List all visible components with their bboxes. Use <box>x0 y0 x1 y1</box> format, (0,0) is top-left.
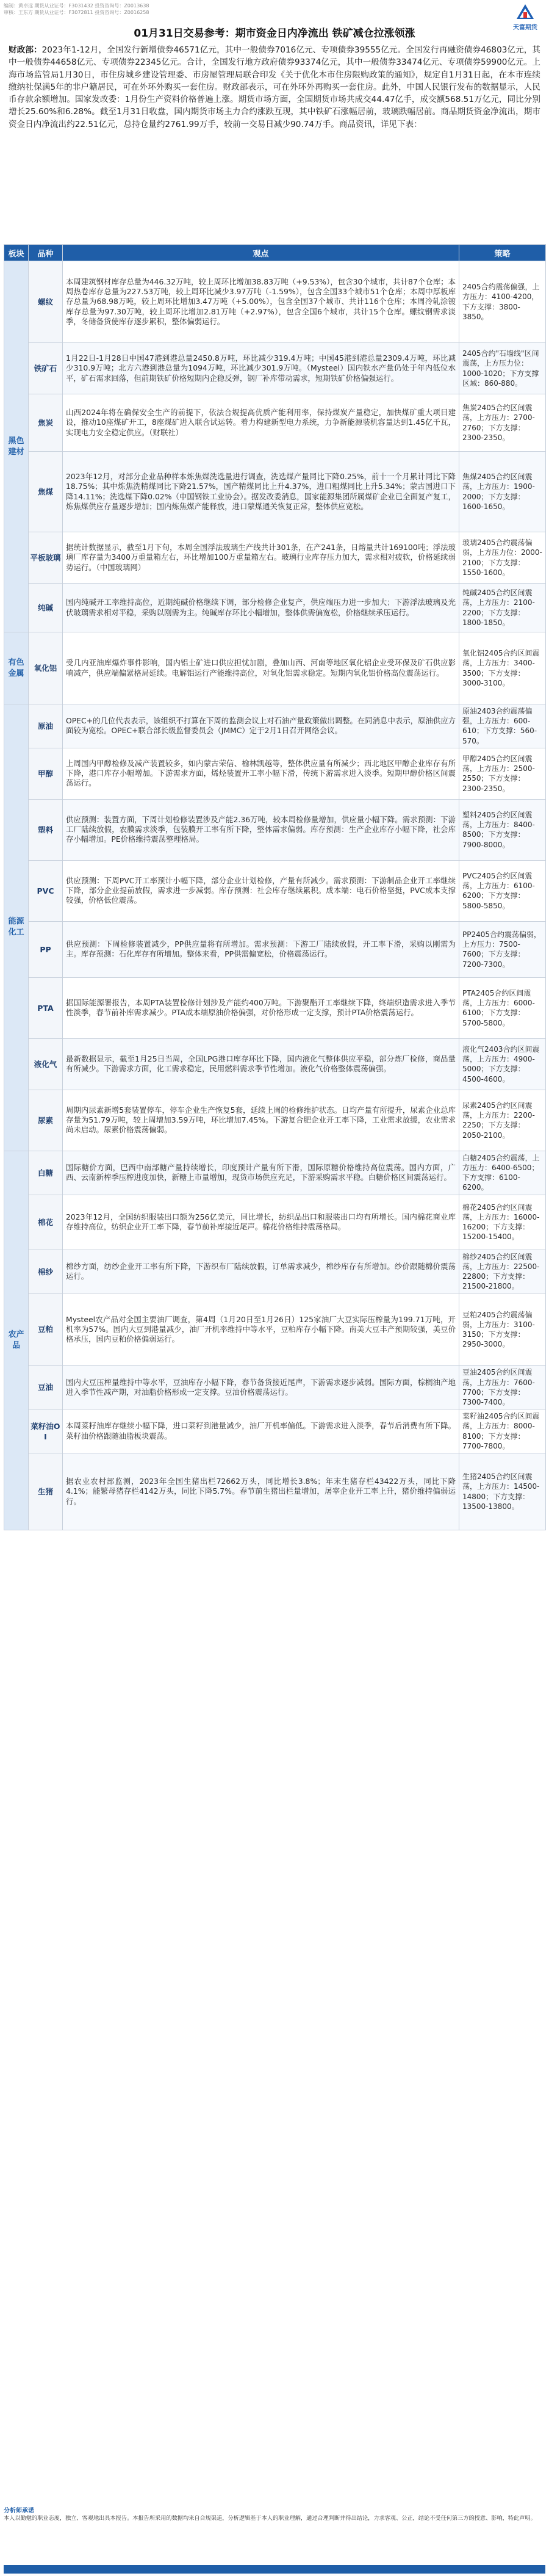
variety-cell: 豆粕 <box>29 1293 63 1366</box>
variety-cell: PTA <box>29 977 63 1038</box>
table-row <box>4 1090 546 1151</box>
strategy-cell: 焦炭2405合约区间震荡，上方压力：2700-2760；下方支撑：2300-2350。 <box>459 394 546 452</box>
table-row <box>4 921 546 977</box>
analyst-heading: 分析师承诺 <box>4 2508 34 2514</box>
table-row <box>4 1195 546 1250</box>
strategy-cell: 焦煤2405合约区间震荡，上方压力：1900-2000；下方支撑：1600-1650。 <box>459 452 546 532</box>
strategy-cell: 液化气2403合约区间震荡，上方压力：4900-5000；下方支撑：4500-4600。 <box>459 1038 546 1090</box>
strategy-cell: 棉花2405合约区间震荡，上方压力：16000-16200；下方支撑：15200-15400。 <box>459 1195 546 1250</box>
view-cell: Mysteel农产品对全国主要油厂调查，第4周（1月20日至1月26日）125家油厂大豆实际压榨量为199.71万吨，开机率为57%。国内大豆到港量减少，油厂开机率维持中等水平，豆粕库存小幅下降。南美大豆丰产预期较强，美豆价格承压，国内豆粕价格偏弱运行。 <box>63 1293 459 1366</box>
table-row <box>4 860 546 921</box>
variety-cell: 焦煤 <box>29 452 63 532</box>
variety-cell: 棉花 <box>29 1195 63 1250</box>
view-cell: 2023年12月，全国纺织服装出口额为256亿美元，同比增长，纺织品出口和服装出口均有所增长。国内棉花商业库存维持高位，纺织企业开工率下降，春节前补库接近尾声。棉花价格维持震荡格局。 <box>63 1195 459 1250</box>
report-meta <box>4 2 345 16</box>
intro-text: 2023年1-12月，全国发行新增债券46571亿元，其中一般债券7016亿元、专项债券39555亿元。全国发行再融资债券46803亿元，其中一般债券44658亿元、专项债券22345亿元。合计，全国发行地方政府债券93374亿元，其中一般债券33474亿元、专项债券59900亿元。上海市场监管局1月30日，市住房城乡建设管理委、市房屋管理局联合印发《关于优化本市住房限购政策的通知》，规定自1月31日起，在本市连续缴纳社保满5年的非户籍居民，可在外环外购买一套住房。财政部表示，可在外环外再购买一套住房。此外，中国人民银行发布的数据显示，人民币存款余额增加。国家发改委：1月份生产资料价格普遍上涨。期货市场方面，全国期货市场共成交44.47亿手，成交额568.51万亿元，同比分别增长25.60%和6.28%。截至1月31日收盘，国内期货市场主力合约涨跌互现，其中铁矿石涨幅居前，玻璃跌幅居前。商品期货资金净流出，期市资金日内净流出约22.51亿元，总持仓量约2761.99万手，较前一交易日减少90.74万手。商品资讯，详见下表： <box>9 45 540 129</box>
view-cell: 据国际能源署报告，本周PTA装置检修计划涉及产能约400万吨。下游聚酯开工率继续下降，终端织造需求进入季节性淡季，春节前补库需求减少。PTA成本端原油价格偏强，对价格形成一定支撑，预计PTA价格震荡运行。 <box>63 977 459 1038</box>
strategy-cell: 生猪2405合约区间震荡，上方压力：14500-14800；下方支撑：13500-13800。 <box>459 1453 546 1530</box>
intro-lead: 财政部： <box>9 45 42 55</box>
intro-paragraph <box>9 44 540 131</box>
table-row <box>4 1038 546 1090</box>
strategy-cell: 纯碱2405合约区间震荡，上方压力：2100-2200；下方支撑：1800-1850。 <box>459 584 546 632</box>
brand-mark-icon <box>516 4 534 20</box>
strategy-cell: 白糖2405合约震荡，上方压力：6400-6500；下方支撑：6100-6200。 <box>459 1151 546 1195</box>
view-cell: 1月22日-1月28日中国47港到港总量2450.8万吨，环比减少319.4万吨；中国45港到港总量2309.4万吨，环比减少310.9万吨；北方六港到港总量为1094万吨，环比减少301.9万吨。（Mysteel）国内铁水产量仍处于年内低位水平，矿石需求回落，但前期铁矿价格短期内企稳反弹，钢厂补库带动需求，短期铁矿价格偏强运行。 <box>63 343 459 394</box>
view-cell: 国内大豆压榨量维持中等水平，豆油库存小幅下降，春节备货接近尾声，下游需求逐步减弱。国际方面，棕榈油产地进入季节性减产期，对油脂价格形成一定支撑。豆油价格震荡运行。 <box>63 1366 459 1409</box>
page-title: 01月31日交易参考：期市资金日内净流出 铁矿减仓拉涨领涨 <box>134 27 415 40</box>
view-cell: 最新数据显示，截至1月25日当周，全国LPG港口库存环比下降，国内液化气整体供应平稳，部分炼厂检修，商品量有所减少。下游需求方面，化工需求稳定，民用燃料需求季节性增加。液化气价格整体震荡偏强。 <box>63 1038 459 1090</box>
view-cell: 棉纱方面，纺纱企业开工率有所下降，下游织布厂陆续放假，订单需求减少，棉纱库存有所增加。纱价跟随棉价震荡运行。 <box>63 1250 459 1293</box>
variety-cell: 螺纹 <box>29 261 63 343</box>
table-row <box>4 704 546 748</box>
variety-cell: 菜籽油OI <box>29 1409 63 1453</box>
view-cell: 受几内亚油库爆炸事件影响，国内铝土矿进口供应担忧加剧，叠加山西、河南等地区氧化铝企业受环保及矿石供应影响减产，供应端偏紧格局延续。电解铝运行产能维持高位，对氧化铝需求稳定。短期内氧化铝价格高位震荡运行。 <box>63 632 459 704</box>
strategy-cell: PP2405合约震荡偏弱，上方压力：7500-7600；下方支撑：7200-7300。 <box>459 921 546 977</box>
variety-cell: 白糖 <box>29 1151 63 1195</box>
strategy-cell: 玻璃2405合约震荡偏弱，上方压力位：2000-2100；下方支撑：1550-1600。 <box>459 532 546 584</box>
meta-line-1: 编制：黄卓远 期货从业证号：F3031432 投资咨询号：Z0013638 <box>4 3 149 9</box>
table-row <box>4 1250 546 1293</box>
view-cell: 本周建筑钢材库存总量为446.32万吨，较上周环比增加38.83万吨（+9.53%），包含30个城市，共计87个仓库；本周热卷库存总量为227.53万吨，较上周环比减少3.97万吨（-1.59%），包含全国33个城市51个仓库；本周中厚板库存总量为68.98万吨，较上周环比增加3.47万吨（+5.00%），包含全国37个城市、共计116个仓库；本周冷轧涂镀库存总量为97.30万吨，较上周环比增加2.81万吨（+2.97%），包含全国6个城市，共计15个仓库。螺纹钢需求淡季，冬储备货使库存逐步累积，整体偏弱运行。 <box>63 261 459 343</box>
strategy-cell: 菜籽油2405合约区间震荡，上方压力：8000-8100；下方支撑：7700-7800。 <box>459 1409 546 1453</box>
variety-cell: 尿素 <box>29 1090 63 1151</box>
variety-cell: 氧化铝 <box>29 632 63 704</box>
view-cell: OPEC+的几位代表表示，该组织不打算在下周的监测会议上对石油产量政策做出调整。在同消息中表示，原油供应方面较为宽松。OPEC+联合部长级监督委员会（JMMC）定于2月1日召开网络会议。 <box>63 704 459 748</box>
variety-cell: PP <box>29 921 63 977</box>
variety-cell: 甲醇 <box>29 748 63 799</box>
table-body <box>4 261 546 1530</box>
brand-name: 天富期货 <box>513 24 537 31</box>
strategy-cell: 甲醇2405合约区间震荡，上方压力：2500-2550；下方支撑：2300-2350。 <box>459 748 546 799</box>
table-row <box>4 452 546 532</box>
variety-cell: 铁矿石 <box>29 343 63 394</box>
variety-cell: 液化气 <box>29 1038 63 1090</box>
view-cell: 供应预测：下周检修装置减少，PP供应量将有所增加。需求预测：下游工厂陆续放假，开工率下滑，采购以刚需为主。库存预测：石化库存有所增加。整体来看，PP供需偏宽松，价格震荡运行。 <box>63 921 459 977</box>
header-view: 观点 <box>63 245 459 261</box>
sector-cell: 有色金属 <box>4 632 29 704</box>
table-row <box>4 532 546 584</box>
header-variety: 品种 <box>29 245 63 261</box>
table-row <box>4 1366 546 1409</box>
strategy-cell: PVC2405合约区间震荡，上方压力：6100-6200；下方支撑：5800-5850。 <box>459 860 546 921</box>
analyst-statement <box>4 2508 545 2523</box>
table-row <box>4 748 546 799</box>
table-row <box>4 584 546 632</box>
table-row <box>4 632 546 704</box>
view-cell: 供应预测：装置方面，下周计划检修装置涉及产能2.36万吨，较本周检修量增加，供应量小幅下降。需求预测：下游工厂陆续放假，农膜需求淡季，包装膜开工率有所下降，整体需求偏弱。库存预测：生产企业库存小幅下降，社会库存小幅增加。PE价格维持震荡整理格局。 <box>63 799 459 860</box>
market-table <box>4 244 546 1530</box>
meta-line-2: 审核：王东方 期货从业证号：F3072811 投资咨询号：Z0016258 <box>4 10 149 15</box>
variety-cell: 棉纱 <box>29 1250 63 1293</box>
view-cell: 山西2024年将在确保安全生产的前提下，依法合规提高优质产能利用率，保持煤炭产量稳定，加快煤矿重大项目建设，推动10座煤矿开工，8座煤矿进入联合试运转。着力构建新型电力系统，力争新能源装机容量达到1.45亿千瓦，实现电力安全稳定供应。（财联社） <box>63 394 459 452</box>
view-cell: 周期内尿素新增5套装置停车，停车企业生产恢复5套，延续上周的检修维护状态。日均产量有所提升，尿素企业总库存量为51.79万吨，较上周增加3.59万吨，环比增加7.45%。下游复合肥企业开工率下降，工业需求放缓，农业需求尚未启动。尿素价格震荡偏弱。 <box>63 1090 459 1151</box>
table-row <box>4 1409 546 1453</box>
strategy-cell: PTA2405合约区间震荡，上方压力：6000-6100；下方支撑：5700-5800。 <box>459 977 546 1038</box>
view-cell: 2023年12月，对部分企业品种样本炼焦煤洗选量进行调查，洗选煤产量同比下降0.25%，前十一个月累计同比下降18.75%；其中炼焦洗精煤同比下降21.57%，国产精煤同比上升4.37%，进口粗煤同比上升5.34%；蒙古国进口下降14.11%；洗选煤下降0.02%（中国钢铁工业协会）。据发改委消息，国家能源集团所属煤矿企业已全面复产复工，炼焦煤供应存量逐步增加；国内炼焦煤产能释放，进口蒙煤通关恢复正常，整体供应宽松。 <box>63 452 459 532</box>
strategy-cell: 原油2403合约震荡偏强，上方压力：600-610；下方支撑：560-570。 <box>459 704 546 748</box>
header-strategy: 策略 <box>459 245 546 261</box>
analyst-text: 本人以勤勉的职业态度，独立、客观地出具本报告。本报告所采用的数据均来自合规渠道，分析逻辑基于本人的职业理解，通过合理判断并得出结论，力求客观、公正，结论不受任何第三方的授意、影响，特此声明。 <box>4 2515 536 2522</box>
sector-cell: 能源化工 <box>4 704 29 1151</box>
view-cell: 供应预测：下周PVC开工率预计小幅下降，部分企业计划检修，产量有所减少。需求预测：下游制品企业开工率继续下降，部分企业提前放假，需求进一步减弱。库存预测：社会库存继续累积。成本端：电石价格坚挺，PVC成本支撑较强，价格低位震荡。 <box>63 860 459 921</box>
table-row <box>4 261 546 343</box>
variety-cell: 平板玻璃 <box>29 532 63 584</box>
table-row <box>4 799 546 860</box>
table-row <box>4 977 546 1038</box>
view-cell: 国际糖价方面，巴西中南部糖产量持续增长，印度预计产量有所下滑，国际原糖价格维持高位震荡。国内方面，广西、云南新榨季压榨进度加快，新糖上市量增加，现货市场供应充足，下游采购需求平稳。白糖价格区间震荡运行。 <box>63 1151 459 1195</box>
strategy-cell: 氧化铝2405合约区间震荡，上方压力：3400-3500；下方支撑：3000-3100。 <box>459 632 546 704</box>
strategy-cell: 尿素2405合约区间震荡，上方压力：2200-2250；下方支撑：2050-2100。 <box>459 1090 546 1151</box>
strategy-cell: 塑料2405合约区间震荡，上方压力：8400-8500；下方支撑：7900-8000。 <box>459 799 546 860</box>
strategy-cell: 棉纱2405合约区间震荡，上方压力：22500-22800；下方支撑：21500-21800。 <box>459 1250 546 1293</box>
view-cell: 本周菜籽油库存继续小幅下降，进口菜籽到港量减少，油厂开机率偏低。下游需求进入淡季，春节后消费有所下降。菜籽油价格跟随油脂板块震荡。 <box>63 1409 459 1453</box>
footer-bar <box>4 2565 545 2574</box>
variety-cell: 纯碱 <box>29 584 63 632</box>
table-row <box>4 1453 546 1530</box>
variety-cell: 焦炭 <box>29 394 63 452</box>
sector-cell: 农产品 <box>4 1151 29 1530</box>
table-row <box>4 1293 546 1366</box>
strategy-cell: 2405合约"石墙线"区间震荡，上方压力位：1000-1020；下方支撑区域：860-880。 <box>459 343 546 394</box>
variety-cell: 生猪 <box>29 1453 63 1530</box>
sector-cell: 黑色建材 <box>4 261 29 632</box>
variety-cell: 塑料 <box>29 799 63 860</box>
table-row <box>4 394 546 452</box>
header-sector: 板块 <box>4 245 29 261</box>
view-cell: 据农业农村部监测，2023年全国生猪出栏72662万头，同比增长3.8%；年末生猪存栏43422万头，同比下降4.1%；能繁母猪存栏4142万头，同比下降5.7%。春节前生猪出栏量增加，屠宰企业开工率上升，猪价维持偏弱运行。 <box>63 1453 459 1530</box>
strategy-cell: 豆油2405合约区间震荡，上方压力：7600-7700；下方支撑：7300-7400。 <box>459 1366 546 1409</box>
strategy-cell: 豆粕2405合约震荡偏弱，上方压力：3100-3150；下方支撑：2950-3000。 <box>459 1293 546 1366</box>
view-cell: 国内纯碱开工率维持高位，近期纯碱价格继续下调，部分检修企业复产，供应端压力进一步加大；下游浮法玻璃及光伏玻璃需求相对平稳，采购以刚需为主。纯碱库存环比小幅增加，整体供需偏宽松，价格继续承压运行。 <box>63 584 459 632</box>
view-cell: 据统计数据显示，截至1月下旬，本周全国浮法玻璃生产线共计301条，在产241条，日熔量共计169100吨；浮法玻璃厂库存量为3400万重量箱左右，环比增加100万重量箱左右。玻璃行业库存压力加大，需求相对疲软，价格延续弱势运行。（中国玻璃网） <box>63 532 459 584</box>
variety-cell: 豆油 <box>29 1366 63 1409</box>
variety-cell: 原油 <box>29 704 63 748</box>
view-cell: 上周国内甲醇检修及减产装置较多，如内蒙古荣信、榆林凯越等，整体供应量有所减少；西北地区甲醇企业库存有所下降，港口库存小幅增加。下游需求方面，烯烃装置开工率小幅下滑，传统下游需求进入淡季。短期甲醇价格区间震荡运行。 <box>63 748 459 799</box>
strategy-cell: 2405合约震荡偏强，上方压力：4100-4200，下方支撑：3800-3850。 <box>459 261 546 343</box>
table-row <box>4 343 546 394</box>
table-row <box>4 1151 546 1195</box>
variety-cell: PVC <box>29 860 63 921</box>
table-header-row <box>4 245 546 261</box>
